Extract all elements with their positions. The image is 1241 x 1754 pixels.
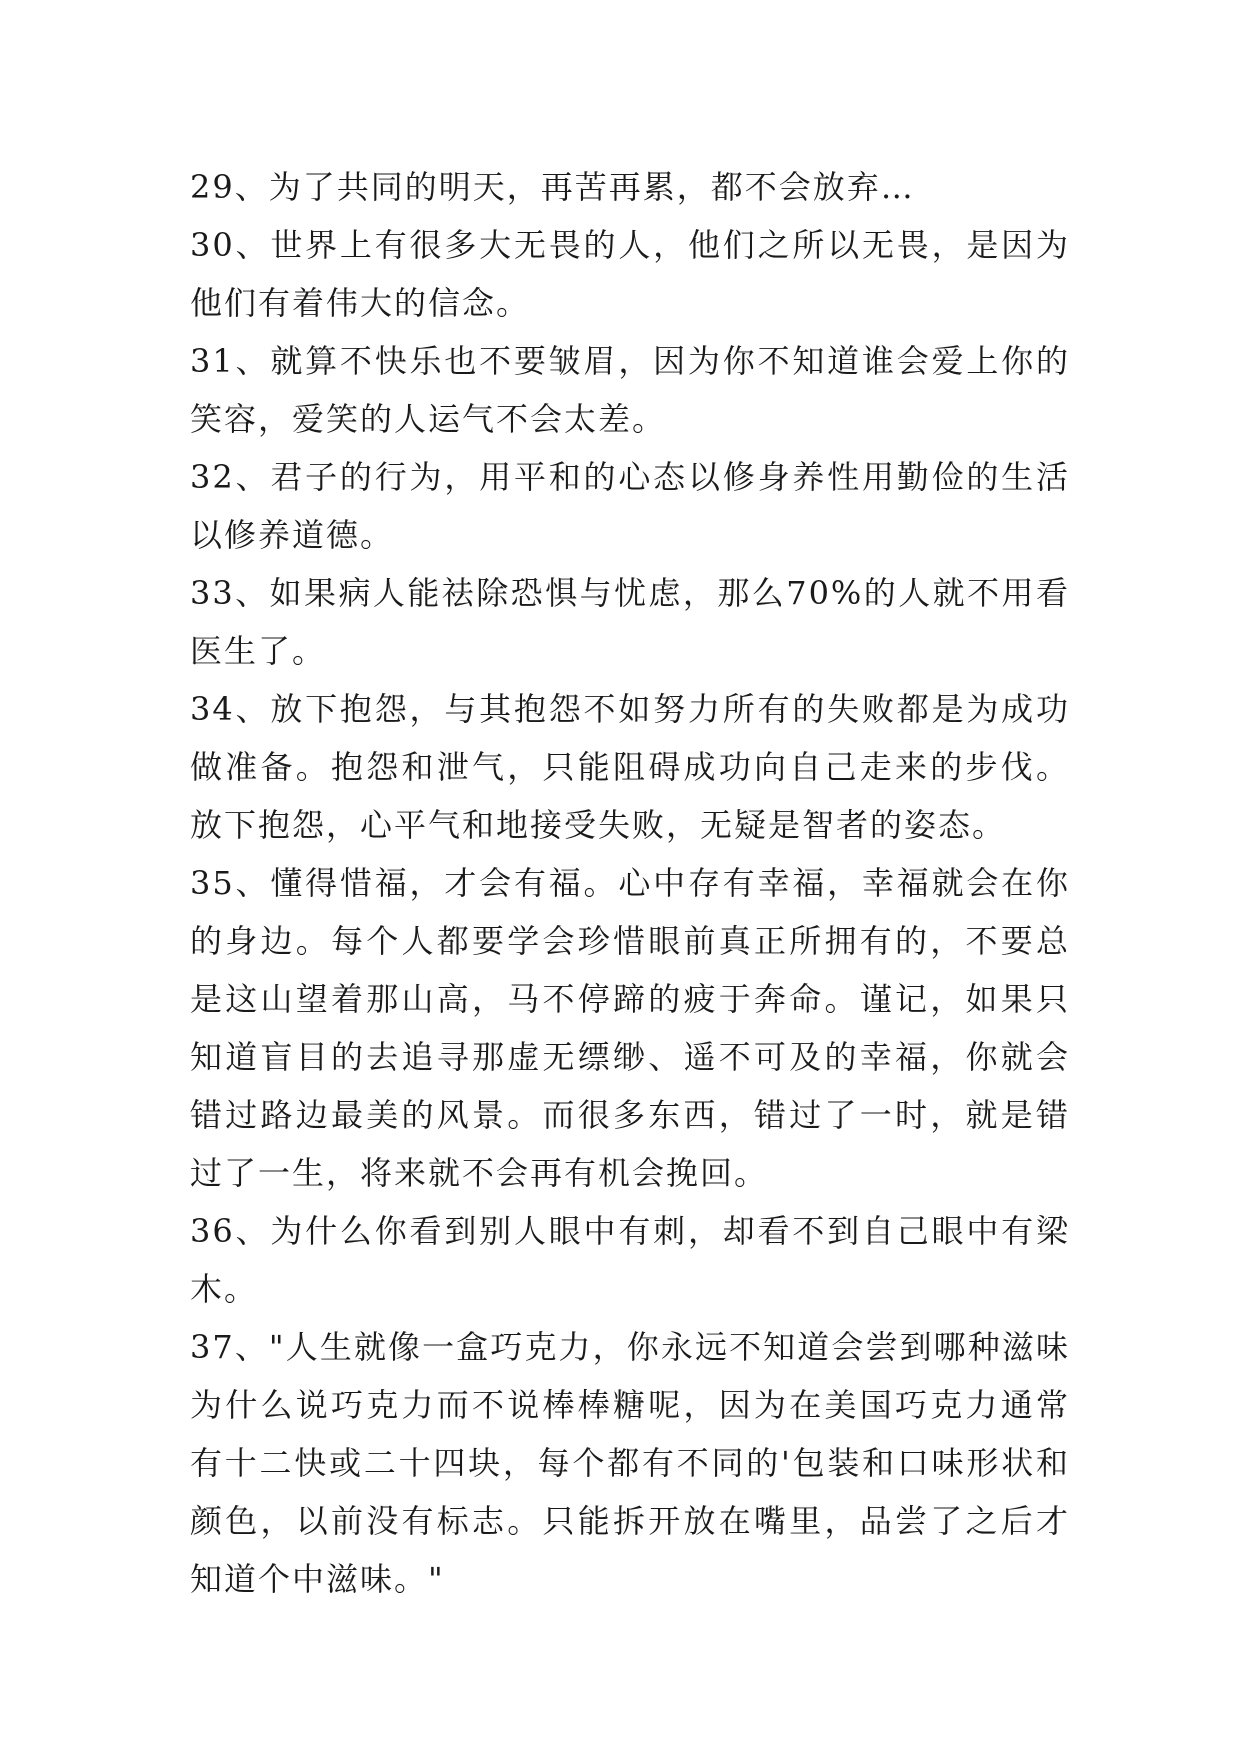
paragraph-31: 31、就算不快乐也不要皱眉，因为你不知道谁会爱上你的笑容，爱笑的人运气不会太差。 <box>190 342 1070 438</box>
paragraph-36: 36、为什么你看到别人眼中有刺，却看不到自己眼中有梁木。 <box>190 1212 1070 1308</box>
paragraph-32: 32、君子的行为，用平和的心态以修身养性用勤俭的生活以修养道德。 <box>190 458 1070 554</box>
paragraph-35: 35、懂得惜福，才会有福。心中存有幸福，幸福就会在你的身边。每个人都要学会珍惜眼前真正所拥有的，不要总是这山望着那山高，马不停蹄的疲于奔命。谨记，如果只知道盲目的去追寻那虚无缥缈、遥不可及的幸福，你就会错过路边最美的风景。而很多东西，错过了一时，就是错过了一生，将来就不会再有机会挽回。 <box>190 864 1070 1192</box>
paragraph-37: 37、"人生就像一盒巧克力，你永远不知道会尝到哪种滋味为什么说巧克力而不说棒棒糖呢，因为在美国巧克力通常有十二快或二十四块，每个都有不同的'包装和口味形状和颜色，以前没有标志。只能拆开放在嘴里，品尝了之后才知道个中滋味。" <box>190 1328 1070 1598</box>
paragraph-29: 29、为了共同的明天，再苦再累，都不会放弃… <box>190 168 915 206</box>
paragraph-30: 30、世界上有很多大无畏的人，他们之所以无畏，是因为他们有着伟大的信念。 <box>190 226 1070 322</box>
paragraph-33: 33、如果病人能祛除恐惧与忧虑，那么70%的人就不用看医生了。 <box>190 574 1070 670</box>
document-body <box>190 158 1070 1608</box>
paragraph-34: 34、放下抱怨，与其抱怨不如努力所有的失败都是为成功做准备。抱怨和泄气，只能阻碍成功向自己走来的步伐。放下抱怨，心平气和地接受失败，无疑是智者的姿态。 <box>190 690 1070 844</box>
